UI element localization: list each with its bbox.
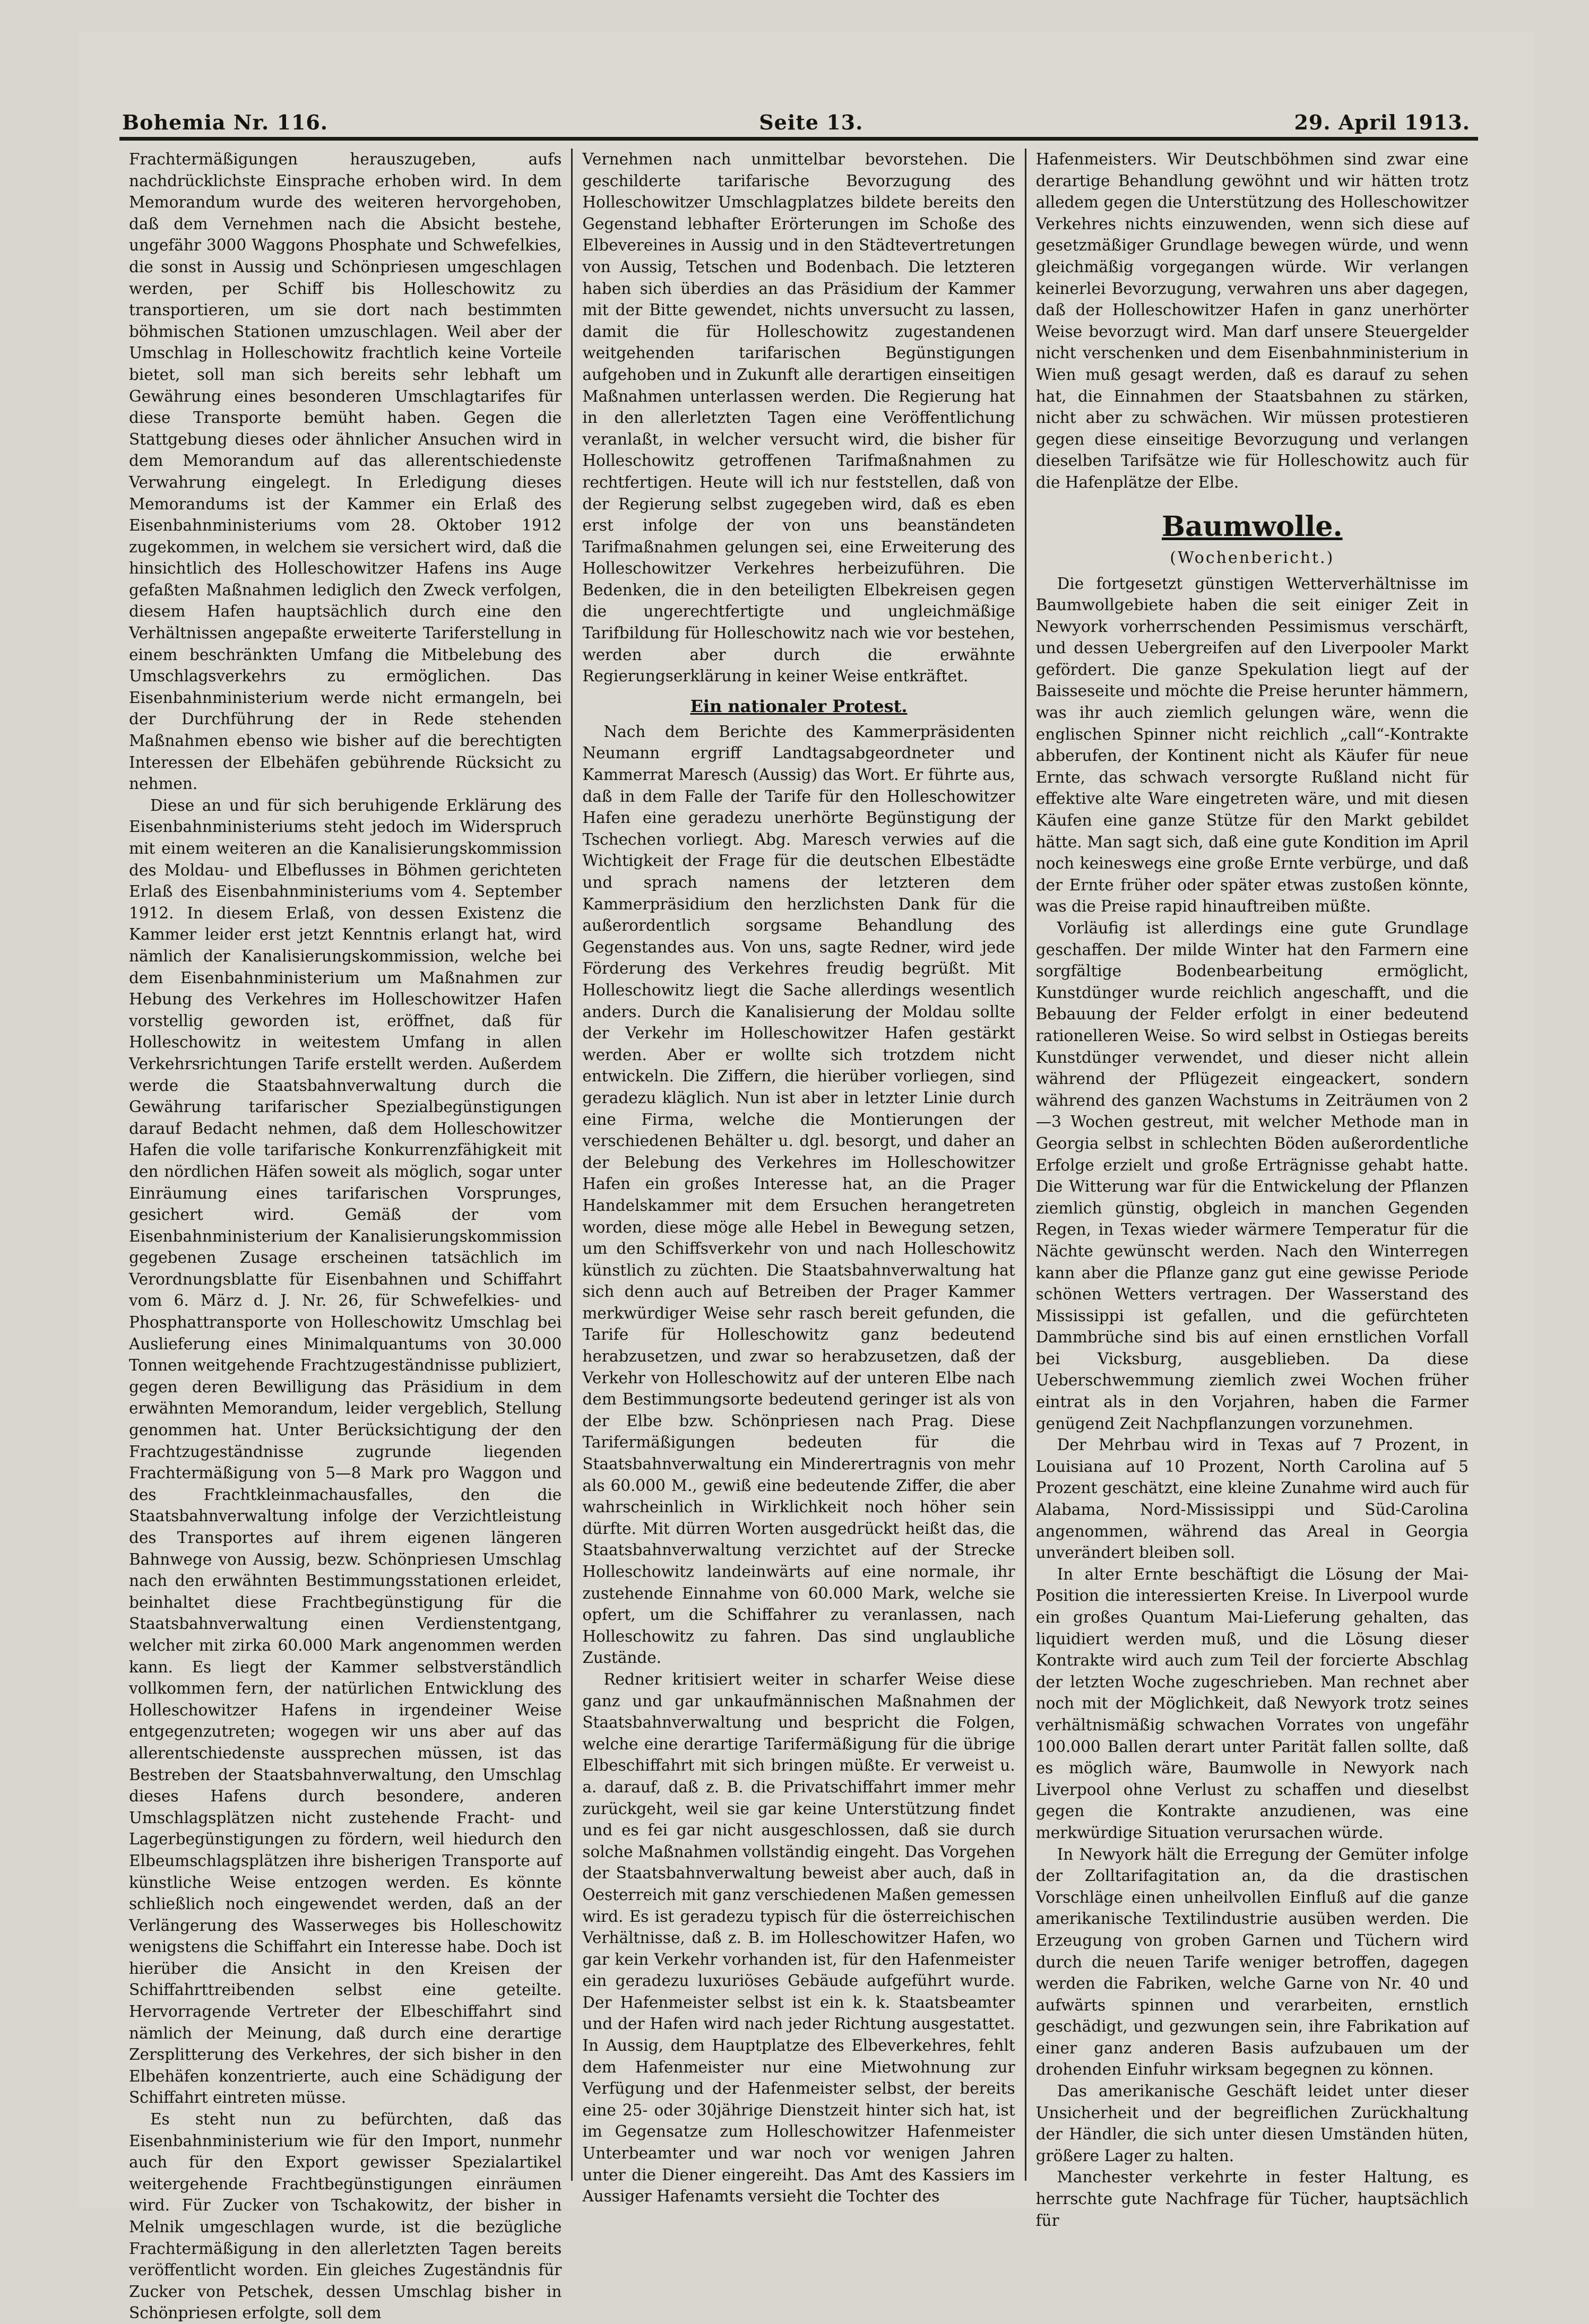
header-date: 29. April 1913. [1294, 110, 1470, 134]
paragraph: Nach dem Berichte des Kammerpräsidenten Neumann ergriff Landtagsabgeordneter und Kammerrat Maresch (Aussig) das Wort. Er führte aus, daß in dem Falle der Tarife für den Holleschowitzer Hafen eine geradezu unerhörte Begünstigung der Tschechen vorliegt. Abg. Maresch verwies auf die Wichtigkeit der Frage für die deutschen Elbestädte und sprach namens der letzteren dem Kammerpräsidium den herzlichsten Dank für die außerordentlich sorgsame Behandlung des Gegenstandes aus. Von uns, sagte Redner, wird jede Förderung des Verkehres freudig begrüßt. Mit Holleschowitz liegt die Sache allerdings wesentlich anders. Durch die Kanalisierung der Moldau sollte der Verkehr im Holleschowitzer Hafen gestärkt werden. Aber er wollte sich trotzdem nicht entwickeln. Die Ziffern, die hierüber vorliegen, sind geradezu kläglich. Nun ist aber in letzter Linie durch eine Firma, welche die Montierungen der verschiedenen Behälter u. dgl. besorgt, und daher an der Belebung des Verkehres im Holleschowitzer Hafen ein großes Interesse hat, an die Prager Handelskammer mit dem Ersuchen herangetreten worden, diese möge alle Hebel in Bewegung setzen, um den Schiffsverkehr von und nach Holleschowitz künstlich zu züchten. Die Staatsbahnverwaltung hat sich denn auch auf Betreiben der Prager Kammer merkwürdiger Weise sehr rasch bereit gefunden, die Tarife für Holleschowitz ganz bedeutend herabzusetzen, und zwar so herabzusetzen, daß der Verkehr von Holleschowitz auf der unteren Elbe nach dem Bestimmungsorte bedeutend geringer ist als von der Elbe bzw. Schönpriesen nach Prag. Diese Tarifermäßigungen bedeuten für die Staatsbahnverwaltung ein Minderertragnis von mehr als 60.000 M., gewiß eine bedeutende Ziffer, die aber wahrscheinlich in Wirklichkeit noch höher sein dürfte. Mit dürren Worten ausgedrückt heißt das, die Staatsbahnverwaltung verzichtet auf der Strecke Holleschowitz landeinwärts auf eine normale, ihr zustehende Einnahme von 60.000 Mark, welche sie opfert, um die Schiffahrer zu veranlassen, nach Holleschowitz zu fahren. Das sind unglaubliche Zustände. [582, 722, 1015, 1667]
column-1 [119, 149, 571, 2322]
paragraph: Vorläufig ist allerdings eine gute Grundlage geschaffen. Der milde Winter hat den Farmern eine sorgfältige Bodenbearbeitung ermöglicht, Kunstdünger wurde reichlich angeschafft, und die Bebauung der Felder erfolgt in einer bedeutend rationelleren Weise. So wird selbst in Ostiegas bereits Kunstdünger verwendet, und dieser nicht allein während der Pflügezeit eingeackert, sondern während des ganzen Wachstums in Zeiträumen von 2—3 Wochen gestreut, mit welcher Methode man in Georgia selbst in schlechten Böden außerordentliche Erfolge erzielt und große Erträgnisse gehabt hatte. Die Witterung war für die Entwickelung der Pflanzen ziemlich günstig, obgleich in manchen Gegenden Regen, in Texas wieder wärmere Temperatur für die Nächte gewünscht werden. Nach den Winterregen kann aber die Pflanze ganz gut eine gewisse Periode schönen Wetters vertragen. Der Wasserstand des Mississippi ist gefallen, und die gefürchteten Dammbrüche sind bis auf einen ernstlichen Vorfall bei Vicksburg, ausgeblieben. Da diese Ueberschwemmung ziemlich zwei Wochen früher eintrat als in den Vorjahren, haben die Farmer genügend Zeit Nachpflanzungen vorzunehmen. [1035, 919, 1469, 1433]
header-rule [119, 137, 1478, 141]
paragraph: In alter Ernte beschäftigt die Lösung der Mai-Position die interessierten Kreise. In Liverpool wurde ein großes Quantum Mai-Lieferung gehalten, das liquidiert werden muß, und die Lösung dieser Kontrakte wird auch zum Teil der forcierte Abschlag der letzten Woche zugeschrieben. Man rechnet aber noch mit der Möglichkeit, daß Newyork trotz seines verhältnismäßig schwachen Vorrates von ungefähr 100.000 Ballen derart unter Parität fallen sollte, daß es möglich wäre, Baumwolle in Newyork nach Liverpool ohne Verlust zu schaffen und dieselbst gegen die Kontrakte anzudienen, was eine merkwürdige Situation verursachen würde. [1035, 1565, 1469, 1842]
paragraph: Vernehmen nach unmittelbar bevorstehen. Die geschilderte tarifarische Bevorzugung des Holleschowitzer Umschlagplatzes bildete bereits den Gegenstand lebhafter Erörterungen im Schoße des Elbevereines in Aussig und in den Städtevertretungen von Aussig, Tetschen und Bodenbach. Die letzteren haben sich überdies an das Präsidium der Kammer mit der Bitte gewendet, nichts unversucht zu lassen, damit die für Holleschowitz zugestandenen weitgehenden tarifarischen Begünstigungen aufgehoben und in Zukunft alle derartigen einseitigen Maßnahmen unterlassen werden. Die Regierung hat in den allerletzten Tagen eine Veröffentlichung veranlaßt, in welcher versucht wird, die bisher für Holleschowitz getroffenen Tarifmaßnahmen zu rechtfertigen. Heute will ich nur feststellen, daß von der Regierung selbst zugegeben wird, daß es eben erst infolge der von uns beanständeten Tarifmaßnahmen gelungen sei, eine Erweiterung des Holleschowitzer Verkehres herbeizuführen. Die Bedenken, die in den beteiligten Elbekreisen gegen die ungerechtfertigte und ungleichmäßige Tarifbildung für Holleschowitz nach wie vor bestehen, werden aber durch die erwähnte Regierungserklärung in keiner Weise entkräftet. [582, 150, 1015, 686]
column-3 [1025, 149, 1478, 2230]
header-publication: Bohemia Nr. 116. [122, 110, 329, 134]
header-page-number: Seite 13. [759, 110, 863, 134]
paragraph: Hafenmeisters. Wir Deutschböhmen sind zwar eine derartige Behandlung gewöhnt und wir hätten trotz alledem gegen die Unterstützung des Holleschowitzer Verkehres nichts einzuwenden, wenn sich diese auf gesetzmäßiger Grundlage bewegen würde, und wenn gleichmäßig vorgegangen würde. Wir verlangen keinerlei Bevorzugung, verwahren uns aber dagegen, daß der Holleschowitzer Hafen in ganz unerhörter Weise bevorzugt wird. Man darf unsere Steuergelder nicht verschenken und dem Eisenbahnministerium in Wien muß gesagt werden, daß es darauf zu sehen hat, die Einnahmen der Staatsbahnen zu stärken, nicht aber zu schwächen. Wir müssen protestieren gegen diese einseitige Bevorzugung und verlangen dieselben Tarifsätze wie für Holleschowitz auch für die Hafenplätze der Elbe. [1035, 150, 1469, 491]
section-heading: Ein nationaler Protest. [690, 696, 908, 716]
paragraph: Es steht nun zu befürchten, daß das Eisenbahnministerium wie für den Import, nunmehr auch für den Export gewisser Spezialartikel weitergehende Frachtbegünstigungen einräumen wird. Für Zucker von Tschakowitz, der bisher in Melnik umgeschlagen wurde, ist die bezügliche Frachtermäßigung in den allerletzten Tagen bereits veröffentlicht worden. Ein gleiches Zugeständnis für Zucker von Petschek, dessen Umschlag bisher in Schönpriesen erfolgte, soll dem [129, 2110, 562, 2322]
paragraph: In Newyork hält die Erregung der Gemüter infolge der Zolltarifagitation an, da die drastischen Vorschläge einen unheilvollen Einfluß auf die ganze amerikanische Textilindustrie ausüben werden. Die Erzeugung von groben Garnen und Tüchern wird durch die neuen Tarife weniger betroffen, dagegen werden die Fabriken, welche Garne von Nr. 40 und aufwärts spinnen und verarbeiten, ernstlich geschädigt, und gezwungen sein, ihre Fabrikation auf einer ganz anderen Basis aufzubauen um der drohenden Einfuhr wirksam begegnen zu können. [1035, 1845, 1469, 2079]
paragraph: Redner kritisiert weiter in scharfer Weise diese ganz und gar unkaufmännischen Maßnahmen der Staatsbahnverwaltung und bespricht die Folgen, welche eine derartige Tarifermäßigung für die übrige Elbeschiffahrt mit sich bringen müßte. Er verweist u. a. darauf, daß z. B. die Privatschiffahrt immer mehr zurückgeht, weil sie gar keine Unterstützung findet und es fei gar nicht ausgeschlossen, daß sie durch solche Maßnahmen vollständig eingeht. Das Vorgehen der Staatsbahnverwaltung beweist aber auch, daß in Oesterreich mit ganz verschiedenen Maßen gemessen wird. Es ist geradezu typisch für die österreichischen Verhältnisse, daß z. B. im Holleschowitzer Hafen, wo gar kein Verkehr vorhanden ist, für den Hafenmeister ein geradezu luxuriöses Gebäude aufgeführt wurde. Der Hafenmeister selbst ist ein k. k. Staatsbeamter und der Hafen wird nach jeder Richtung ausgestattet. In Aussig, dem Hauptplatze des Elbeverkehres, fehlt dem Hafenmeister nur eine Mietwohnung zur Verfügung und der Hafenmeister selbst, der bereits eine 25- oder 30jährige Dienstzeit hinter sich hat, ist im Gegensatze zum Holleschowitzer Hafenmeister Unterbeamter und war noch vor wenigen Jahren unter die Diener eingereiht. Das Amt des Kassiers im Aussiger Hafenamts versieht die Tochter des [582, 1670, 1015, 2206]
article-columns [119, 149, 1478, 2322]
paragraph: Die fortgesetzt günstigen Wetterverhältnisse im Baumwollgebiete haben die seit einiger Zeit in Newyork vorherrschenden Pessimismus verschärft, und dessen Uebergreifen auf den Liverpooler Markt gefördert. Die ganze Spekulation liegt auf der Baisseseite und möchte die Preise herunter hämmern, was ihr auch ziemlich gelungen wäre, wenn die englischen Spinner nicht reichlich „call“-Kontrakte abberufen, der Kontinent nicht als Käufer für neue Ernte, das schwach versorgte Rußland nicht für effektive alte Ware eingetreten wäre, und mit diesen Käufen eine ganze Stütze für den Markt gebildet hätte. Man sagt sich, daß eine gute Kondition im April noch keineswegs eine große Ernte verbürge, und daß der Ernte früher oder später etwas zustoßen könnte, was die Preise rapid hinauftreiben müßte. [1035, 574, 1469, 916]
paragraph: Frachtermäßigungen herauszugeben, aufs nachdrücklichste Einsprache erhoben wird. In dem Memorandum wurde des weiteren hervorgehoben, daß dem Vernehmen nach die Absicht bestehe, ungefähr 3000 Waggons Phosphate und Schwefelkies, die sonst in Aussig und Schönpriesen umgeschlagen werden, per Schiff bis Holleschowitz zu transportieren, um sie dort nach bestimmten böhmischen Stationen umzuschlagen. Weil aber der Umschlag in Holleschowitz frachtlich keine Vorteile bietet, soll man sich bereits sehr lebhaft um Gewährung eines besonderen Umschlagtarifes für diese Transporte bemüht haben. Gegen die Stattgebung dieses oder ähnlicher Ansuchen wird in dem Memorandum auf das allerentschiedenste Verwahrung eingelegt. In Erledigung dieses Memorandums ist der Kammer ein Erlaß des Eisenbahnministeriums vom 28. Oktober 1912 zugekommen, in welchem sie versichert wird, daß die hinsichtlich des Holleschowitzer Hafens ins Auge gefaßten Maßnahmen lediglich den Zweck verfolgen, diesem Hafen hauptsächlich durch eine den Verhältnissen angepaßte erweiterte Tariferstellung in einem beschränkten Umfang die Mitbelebung des Umschlagsverkehrs zu ermöglichen. Das Eisenbahnministerium werde nicht ermangeln, bei der Durchführung der in Rede stehenden Maßnahmen ebenso wie bisher auf die berechtigten Interessen der Elbehäfen gebührende Rücksicht zu nehmen. [129, 150, 562, 793]
paragraph: Der Mehrbau wird in Texas auf 7 Prozent, in Louisiana auf 10 Prozent, North Carolina auf 5 Prozent geschätzt, eine kleine Zunahme wird auch für Alabama, Nord-Mississippi und Süd-Carolina angenommen, während das Areal in Georgia unverändert bleiben soll. [1035, 1436, 1469, 1562]
page-header [122, 106, 1470, 138]
paragraph: Manchester verkehrte in fester Haltung, es herrschte gute Nachfrage für Tücher, hauptsächlich für [1035, 2168, 1469, 2230]
section-heading: Baumwolle. [1162, 510, 1343, 543]
section-subheading: (Wochenbericht.) [1170, 548, 1335, 567]
paragraph: Diese an und für sich beruhigende Erklärung des Eisenbahnministeriums steht jedoch im Widerspruch mit einem weiteren an die Kanalisierungskommission des Moldau- und Elbeflusses in Böhmen gerichteten Erlaß des Eisenbahnministeriums vom 4. September 1912. In diesem Erlaß, von dessen Existenz die Kammer leider erst jetzt Kenntnis erlangt hat, wird nämlich der Kanalisierungskommission, welche bei dem Eisenbahnministerium um Maßnahmen zur Hebung des Verkehres im Holleschowitzer Hafen vorstellig geworden ist, eröffnet, daß für Holleschowitz in weitestem Umfang in allen Verkehrsrichtungen Tarife erstellt werden. Außerdem werde die Staatsbahnverwaltung durch die Gewährung tarifarischer Spezialbegünstigungen darauf Bedacht nehmen, daß dem Holleschowitzer Hafen die volle tarifarische Konkurrenzfähigkeit mit den nördlichen Häfen soweit als möglich, sogar unter Einräumung eines tarifarischen Vorsprunges, gesichert wird. Gemäß der vom Eisenbahnministerium der Kanalisierungskommission gegebenen Zusage erscheinen tatsächlich im Verordnungsblatte für Eisenbahnen und Schiffahrt vom 6. März d. J. Nr. 26, für Schwefelkies- und Phosphattransporte von Holleschowitz Umschlag bei Auslieferung eines Minimalquantums von 30.000 Tonnen weitgehende Frachtzugeständnisse publiziert, gegen deren Bewilligung das Präsidium in dem erwähnten Memorandum, leider vergeblich, Stellung genommen hat. Unter Berücksichtigung der den Frachtzugeständnisse zugrunde liegenden Frachtermäßigung von 5—8 Mark pro Waggon und des Frachtkleinmachausfalles, den die Staatsbahnverwaltung infolge der Verzichtleistung des Transportes auf ihrem eigenen längeren Bahnwege von Aussig, bezw. Schönpriesen Umschlag nach den erwähnten Bestimmungsstationen erleidet, beinhaltet diese Frachtbegünstigung für die Staatsbahnverwaltung einen Verdienstentgang, welcher mit zirka 60.000 Mark angenommen werden kann. Es liegt der Kammer selbstverständlich vollkommen fern, der natürlichen Entwicklung des Holleschowitzer Hafens in irgendeiner Weise entgegenzutreten; wogegen wir uns aber auf das allerentschiedenste aussprechen müssen, ist das Bestreben der Staatsbahnverwaltung, den Umschlag dieses Hafens durch besondere, anderen Umschlagsplätzen nicht zustehende Fracht- und Lagerbegünstigungen zu fördern, weil hiedurch den Elbeumschlagsplätzen ihre bisherigen Transporte auf künstliche Weise entzogen werden. Es könnte schließlich noch eingewendet werden, daß an der Verlängerung des Wasserweges bis Holleschowitz wenigstens die Schiffahrt ein Interesse habe. Doch ist hierüber die Ansicht in den Kreisen der Schiffahrttreibenden selbst eine geteilte. Hervorragende Vertreter der Elbeschiffahrt sind nämlich der Meinung, daß durch eine derartige Zersplitterung des Verkehres, der sich bisher in den Elbehäfen konzentrierte, auch eine Schädigung der Schiffahrt eintreten müsse. [129, 796, 562, 2107]
paragraph: Das amerikanische Geschäft leidet unter dieser Unsicherheit und der begreiflichen Zurückhaltung der Händler, die sich unter diesen Umständen hüten, größere Lager zu halten. [1035, 2082, 1469, 2165]
column-2 [571, 149, 1024, 2206]
